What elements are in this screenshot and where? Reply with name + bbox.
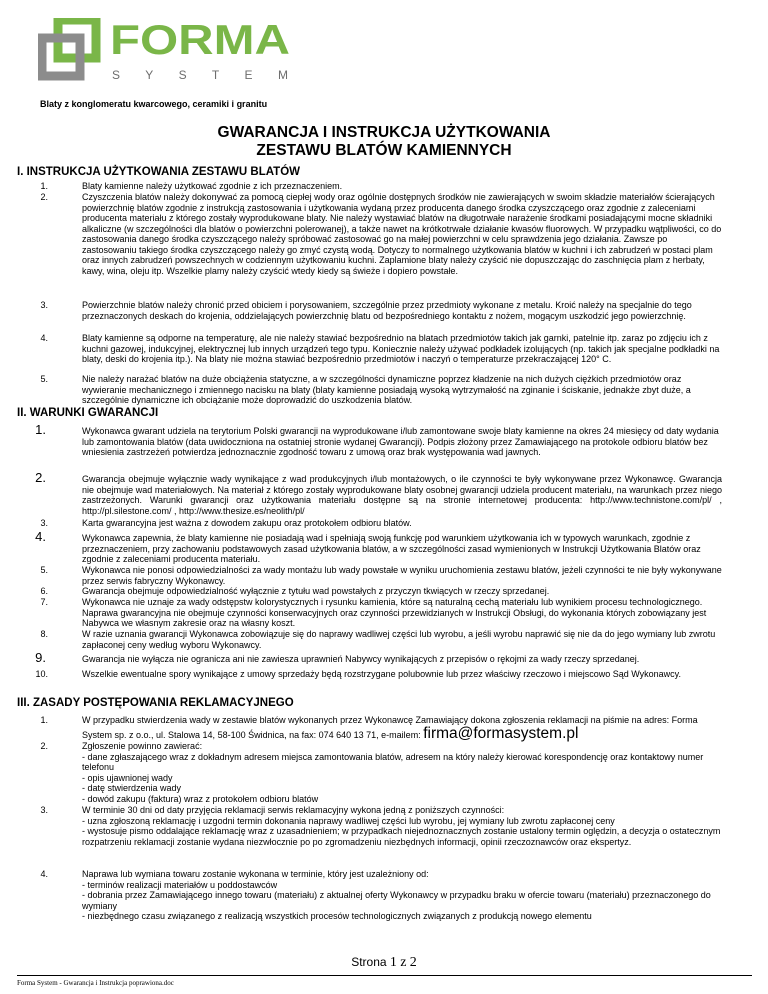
section-1-heading: I. INSTRUKCJA UŻYTKOWANIA ZESTAWU BLATÓW: [17, 166, 301, 178]
list-item: [35, 529, 722, 565]
footer-document-name: Forma System - Gwarancja i Instrukcja poprawiona.doc: [17, 979, 174, 987]
list-item: [35, 669, 722, 680]
list-line: Naprawa lub wymiana towaru zostanie wykonana w terminie, który jest uzależniony od:: [82, 869, 429, 879]
list-text: Wykonawca nie uznaje za wady odstępstw kolorystycznych i rysunku kamienia, które są naturalną cechą materiału lub wynikiem procesu technologicznego. Naprawa gwarancyjna nie obejmuje czynności konserwacyjnych oraz czynności przewidzianych w Instrukcji Obsługi, do wykonania których zobowiązany jest Nabywca we własnym zakresie oraz na własny koszt.: [82, 597, 707, 628]
list-text: Blaty kamienne należy użytkować zgodnie z ich przeznaczeniem.: [82, 181, 343, 191]
logo-wordmark: FORMA: [110, 18, 290, 63]
page-number: [0, 955, 768, 971]
list-line: - opis ujawnionej wady: [82, 772, 173, 783]
list-number: 2.: [35, 470, 46, 485]
list-number: 6.: [40, 586, 48, 596]
list-number: 5.: [40, 565, 48, 575]
list-text: Gwarancja obejmuje odpowiedzialność wyłącznie z tytułu wad powstałych z przyczyn tkwiących w rzeczy sprzedanej.: [82, 586, 550, 596]
list-number: 3.: [40, 300, 48, 310]
list-item: [40, 597, 722, 629]
document-title-line1: GWARANCJA I INSTRUKCJA UŻYTKOWANIA: [217, 124, 551, 141]
list-text: Gwarancja obejmuje wyłącznie wady wynikające z wad produkcyjnych i/lub montażowych, o ile czynności te były wykonywane przez Wykonawcę. Gwarancja nie obejmuje wad materiałowych. Na materiał z którego zostały wyprodukowane blaty osobnej gwarancji udziela producent materiału, na warunkach przez niego zastrzeżonych. Warunki gwarancji oraz użytkowania materiału dostępne są na stronie internetowej producenta: http://www.technistone.com/pl/ , http://pl.silestone.com/ , http://www.thesize.es/neolith/pl/: [82, 474, 722, 516]
list-item: [40, 518, 722, 529]
list-number: 2.: [40, 192, 48, 202]
list-text: W razie uznania gwarancji Wykonawca zobowiązuje się do naprawy wadliwej części lub wyrobu, a jeśli wyrobu naprawić się nie da do jego wymiany lub zwrotu zapłaconej ceny według wyboru Wykonawcy.: [82, 629, 716, 650]
section-2-heading: II. WARUNKI GWARANCJI: [17, 407, 159, 419]
list-item: [40, 374, 722, 406]
list-text: Czyszczenia blatów należy dokonywać za pomocą ciepłej wody oraz ogólnie dostępnych środków nie zawierających w swoim składzie materiałów ścierających powierzchnię blatów zgodnie z instrukcją zastosowania i użytkowania wydaną przez producenta danego środka czyszczącego oraz zgodnie z zaleceniami producenta materiału z którego zostały wyprodukowane blaty. Nie należy wystawiać blatów na długotrwałe narażenie środkami posiadającymi mocne składniki alkaliczne (w szczególności dla blatów o powierzchni polerowanej), a także nawet na krótkotrwałe działanie kwasów fluorowych. W przypadku wątpliwości, co do zastosowania danego środka czyszczącego należy spróbować zastosować go na małej powierzchni w celu sprawdzenia jego działania. Zawsze po zastosowaniu takiego środka czyszczącego należy go zmyć czystą wodą. Dotyczy to normalnego użytkowania blatów w kuchni i ich zabrudzeń w postaci plam oraz innych zabrudzeń powszechnych w codziennym użytkowaniu kuchni. Zaplamione blaty należy czyścić nie dopuszczając do zaschnięcia plam z herbaty, kawy, wina, oleju itp. Wszelkie plamy należy czyścić wtedy kiedy są świeże i dopiero powstałe.: [82, 192, 722, 276]
email-link[interactable]: firma@formasystem.pl: [423, 725, 579, 742]
list-item: [35, 422, 722, 458]
logo-subtitle: S Y S T E M: [112, 68, 288, 82]
page-current: 1: [389, 955, 397, 970]
list-line: Zgłoszenie powinno zawierać:: [82, 741, 203, 751]
list-number: 4.: [40, 333, 48, 343]
list-number: 4.: [35, 529, 46, 544]
list-text: W przypadku stwierdzenia wady w zestawie blatów wykonanych przez Wykonawcę Zamawiający dokona zgłoszenia reklamacji na piśmie na adres: Forma System sp. z o.o., ul. Stalowa 14, 58-100 Świdnica, na fax: 074 640 13 71, e-mailem:: [82, 715, 698, 740]
list-item: [40, 805, 722, 847]
list-line: - dowód zakupu (faktura) wraz z protokołem odbioru blatów: [82, 793, 319, 804]
list-number: 10.: [35, 669, 48, 679]
list-text: Wykonawca nie ponosi odpowiedzialności za wady montażu lub wady powstałe w wyniku uruchomienia zestawu blatów, jeżeli czynności te nie były wykonywane przez serwis fabryczny Wykonawcy.: [82, 565, 722, 586]
list-text: Nie należy narażać blatów na duże obciążenia statyczne, a w szczególności dynamiczne poprzez kładzenie na nich dużych ciężkich przedmiotów oraz wywieranie mechanicznego i zmiennego nacisku na blaty (blaty kamienne posiadają wysoką wytrzymałość na zginanie i ściskanie, jednakże zbyt duże, a szczególnie dynamiczne ich obciążanie może doprowadzić do uszkodzenia blatów.: [82, 374, 691, 405]
list-number: 5.: [40, 374, 48, 384]
list-line: - dane zgłaszającego wraz z dokładnym adresem miejsca zamontowania blatów, adresem na który należy kierować korespondencję oraz kontaktowy numer telefonu: [82, 751, 704, 772]
list-number: 2.: [40, 741, 48, 751]
list-item: [40, 713, 722, 742]
document-title-line2: ZESTAWU BLATÓW KAMIENNYCH: [256, 142, 512, 159]
forma-system-logo: [38, 18, 290, 90]
page-label: Strona: [351, 955, 387, 969]
list-line: W terminie 30 dni od daty przyjęcia reklamacji serwis reklamacyjny wykona jedną z poniższych czynności:: [82, 805, 505, 815]
list-number: 8.: [40, 629, 48, 639]
page-of: z: [400, 955, 407, 970]
list-text: Wykonawca zapewnia, że blaty kamienne nie posiadają wad i spełniają swoją funkcję pod warunkiem użytkowania ich w typowych warunkach, zgodnie z przeznaczeniem, przy zachowaniu podstawowych zasad użytkowania blatów, a w szczególności zasad wymienionych w Instrukcji Użytkowania Blatów oraz zgodnie z zaleceniami producenta materiału.: [82, 533, 701, 564]
list-item: [40, 869, 722, 922]
list-item: [35, 470, 722, 516]
list-text: Blaty kamienne są odporne na temperaturę, ale nie należy stawiać bezpośrednio na blatach przedmiotów takich jak garnki, patelnie itp. zaraz po zdjęciu ich z kuchni gazowej, indukcyjnej, elektrycznej lub innych urządzeń tego typu. Koniecznie należy używać podkładek izolujących (np. takich jak specjalne podkładki na blaty, deski do krojenia itp.). Na blaty nie można stawiać bezpośrednio przedmiotów i naczyń o temperaturze przekraczającej 120° C.: [82, 333, 720, 364]
list-item: [40, 192, 722, 276]
section-3-heading: III. ZASADY POSTĘPOWANIA REKLAMACYJNEGO: [17, 697, 294, 709]
list-text: Karta gwarancyjna jest ważna z dowodem zakupu oraz protokołem odbioru blatów.: [82, 518, 412, 528]
list-item: [40, 333, 722, 365]
list-item: [40, 300, 722, 321]
list-item: [40, 181, 722, 192]
list-number: 7.: [40, 597, 48, 607]
tagline: Blaty z konglomeratu kwarcowego, ceramiki i granitu: [40, 99, 268, 109]
list-number: 3.: [40, 518, 48, 528]
page-total: 2: [409, 955, 417, 970]
list-line: - niezbędnego czasu związanego z realizacją wszystkich procesów technologicznych związanych z produkcją nowego elementu: [82, 911, 592, 921]
list-text: Gwarancja nie wyłącza nie ogranicza ani nie zawiesza uprawnień Nabywcy wynikających z przepisów o rękojmi za wady rzeczy sprzedanej.: [82, 654, 640, 664]
list-item: [40, 565, 722, 586]
list-number: 1.: [35, 422, 46, 437]
list-item: [35, 650, 722, 665]
list-line: - dobrania przez Zamawiającego innego towaru (materiału) z aktualnej oferty Wykonawcy w przypadku braku w ofercie towaru (materiału) przeznaczonego do wymiany: [82, 890, 711, 911]
list-line: - wystosuje pismo oddalające reklamację wraz z uzasadnieniem; w przypadkach niejednoznacznych zostanie ustalony termin oględzin, a decyzja o ostatecznym rozpatrzeniu reklamacji zostanie wydana niezwłocznie po po zgromadzeniu niezbędnych informacji, opinii rzeczoznawców oraz ekspertyz.: [82, 826, 721, 847]
list-item: [40, 629, 722, 650]
list-line: - uzna zgłoszoną reklamację i uzgodni termin dokonania naprawy wadliwej części lub wyrobu, jej wymiany lub zwrotu zapłaconej ceny: [82, 815, 615, 826]
list-number: 1.: [40, 715, 48, 725]
list-number: 1.: [40, 181, 48, 191]
list-text: Powierzchnie blatów należy chronić przed obiciem i porysowaniem, szczególnie przez przedmioty wykonane z metalu. Kroić należy na specjalnie do tego przeznaczonych deskach do krojenia, oddzielających powierzchnię blatu od bezpośredniego kontaktu z nożem, mogącym uszkodzić jego powierzchnię.: [82, 300, 692, 321]
list-text: Wykonawca gwarant udziela na terytorium Polski gwarancji na wyprodukowane i/lub zamontowane swoje blaty kamienne na okres 24 miesięcy od daty wydania lub zamontowania blatów (data uwidoczniona na ostatniej stronie wydanej Gwarancji). Podpis złożony przez Zamawiającego na protokole odbioru blatów bez wniesienia zastrzeżeń potwierdza jednoznacznie zgodność towaru z umową oraz brak występowania wad jawnych.: [82, 426, 719, 457]
list-text: Wszelkie ewentualne spory wynikające z umowy sprzedaży będą rozstrzygane polubownie lub przez właściwy rzeczowo i miejscowo Sąd Wykonawcy.: [82, 669, 682, 679]
list-line: - terminów realizacji materiałów u poddostawców: [82, 879, 278, 890]
list-number: 4.: [40, 869, 48, 879]
list-line: - datę stwierdzenia wady: [82, 783, 182, 793]
list-item: [40, 741, 722, 804]
footer-divider: [17, 975, 752, 976]
list-item: [40, 586, 722, 597]
list-number: 9.: [35, 650, 46, 665]
list-number: 3.: [40, 805, 48, 815]
